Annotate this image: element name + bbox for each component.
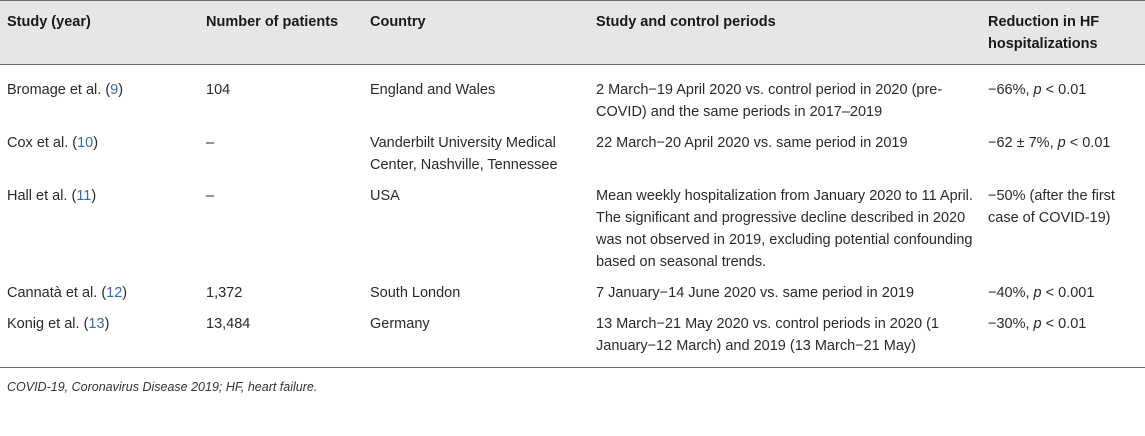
cell-study xyxy=(0,123,199,176)
p-symbol: p xyxy=(1033,316,1042,332)
table-footnote: COVID-19, Coronavirus Disease 2019; HF, heart failure. xyxy=(7,380,318,394)
cell-patients: – xyxy=(206,135,215,151)
ref-close: ) xyxy=(122,285,128,301)
table-body xyxy=(0,65,1145,368)
reduction-value: −62 ± 7%, xyxy=(988,135,1058,151)
reference-link[interactable]: 11 xyxy=(76,188,92,204)
reduction-value: −30%, xyxy=(988,316,1034,332)
reference-link[interactable]: 13 xyxy=(88,316,105,332)
ref-close: ) xyxy=(104,316,110,332)
reduction-value: −40%, xyxy=(988,285,1034,301)
p-value: < 0.01 xyxy=(1041,82,1087,98)
reduction-value: −50% (after the first case of COVID-19) xyxy=(988,188,1115,226)
cell-periods: Mean weekly hospitalization from January 2020 to 11 April. The significant and progressive decline described in 2020 was not observed in 2019, excluding potential confounding based on seasonal trends. xyxy=(596,188,973,270)
cell-country: South London xyxy=(370,285,461,301)
reduction-value: −66%, xyxy=(988,82,1034,98)
cell-study xyxy=(0,65,199,124)
table-row xyxy=(0,304,1145,368)
reference-link[interactable]: 12 xyxy=(106,285,123,301)
table-header xyxy=(0,1,1145,65)
cell-patients: 104 xyxy=(206,82,231,98)
ref-close: ) xyxy=(91,188,97,204)
p-symbol: p xyxy=(1033,285,1042,301)
cell-periods: 7 January−14 June 2020 vs. same period in 2019 xyxy=(596,285,915,301)
author-text: Cannatà et al. ( xyxy=(7,285,107,301)
author-text: Hall et al. ( xyxy=(7,188,77,204)
ref-close: ) xyxy=(93,135,99,151)
cell-reduction xyxy=(981,123,1145,176)
cell-periods: 2 March−19 April 2020 vs. control period in 2020 (pre-COVID) and the same periods in 2017–2019 xyxy=(596,82,943,120)
reference-link[interactable]: 9 xyxy=(110,82,119,98)
cell-reduction xyxy=(981,176,1145,273)
cell-study xyxy=(0,273,199,304)
table-row xyxy=(0,176,1145,273)
p-value: < 0.001 xyxy=(1041,285,1095,301)
author-text: Konig et al. ( xyxy=(7,316,89,332)
cell-reduction xyxy=(981,273,1145,304)
header-country: Country xyxy=(370,14,426,30)
cell-study xyxy=(0,176,199,273)
reference-link[interactable]: 10 xyxy=(77,135,94,151)
cell-periods: 13 March−21 May 2020 vs. control periods in 2020 (1 January−12 March) and 2019 (13 March−21 May) xyxy=(596,316,939,354)
cell-country: USA xyxy=(370,188,400,204)
header-study-year: Study (year) xyxy=(7,14,91,30)
table-row xyxy=(0,65,1145,124)
cell-reduction xyxy=(981,304,1145,368)
cell-study xyxy=(0,304,199,368)
ref-close: ) xyxy=(118,82,124,98)
p-symbol: p xyxy=(1033,82,1042,98)
table-row xyxy=(0,123,1145,176)
p-value: < 0.01 xyxy=(1041,316,1087,332)
cell-patients: – xyxy=(206,188,215,204)
cell-periods: 22 March−20 April 2020 vs. same period in 2019 xyxy=(596,135,908,151)
author-text: Bromage et al. ( xyxy=(7,82,111,98)
cell-reduction xyxy=(981,65,1145,124)
cell-country: Germany xyxy=(370,316,430,332)
table-row xyxy=(0,273,1145,304)
header-row xyxy=(0,1,1145,65)
header-number-of-patients: Number of patients xyxy=(206,14,339,30)
header-reduction-hf-hospitalizations: Reduction in HF hospitalizations xyxy=(988,14,1100,52)
author-text: Cox et al. ( xyxy=(7,135,78,151)
cell-patients: 13,484 xyxy=(206,316,251,332)
cell-country: England and Wales xyxy=(370,82,496,98)
cell-patients: 1,372 xyxy=(206,285,243,301)
p-value: < 0.01 xyxy=(1065,135,1111,151)
header-study-control-periods: Study and control periods xyxy=(596,14,776,30)
p-symbol: p xyxy=(1057,135,1066,151)
cell-country: Vanderbilt University Medical Center, Nashville, Tennessee xyxy=(370,135,558,173)
